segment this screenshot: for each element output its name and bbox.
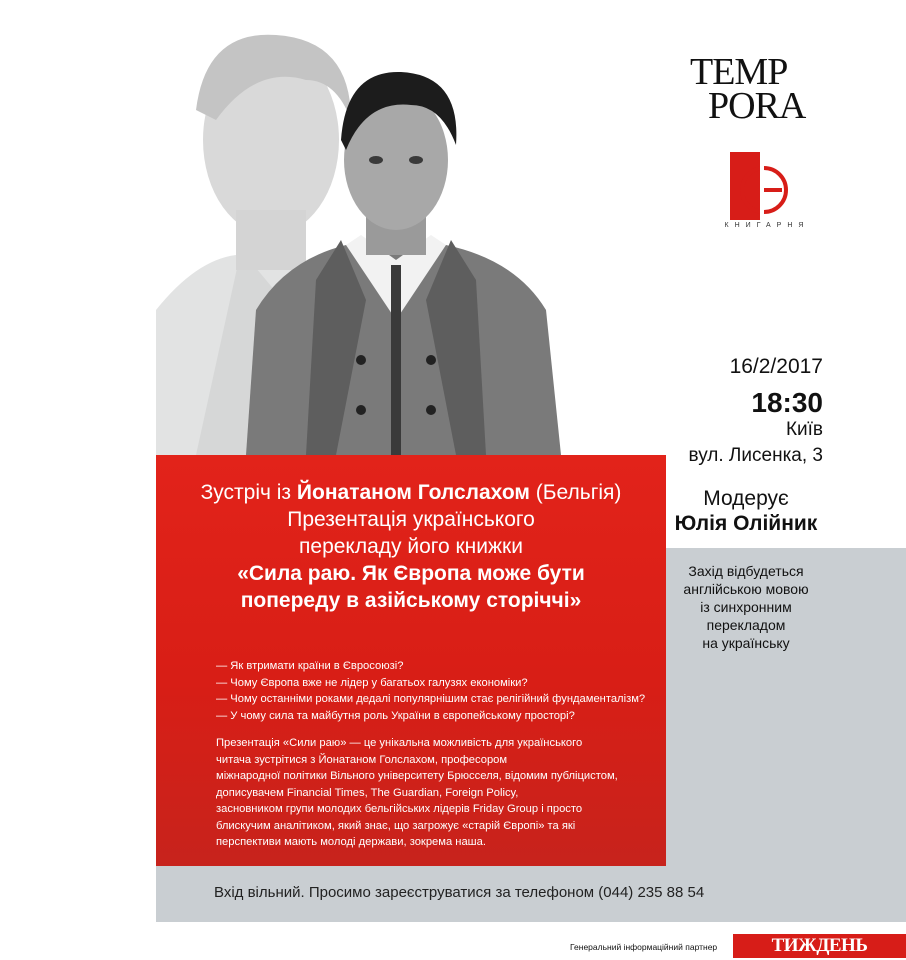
description-line: засновником групи молодих бельгійських лідерів Friday Group і просто	[216, 803, 583, 815]
question-item: — Чому Європа вже не лідер у багатьох галузях економіки?	[216, 676, 528, 689]
language-note	[666, 562, 826, 652]
language-note-line: із синхронним	[700, 599, 792, 615]
language-note-line: перекладом	[706, 617, 786, 633]
author-portrait	[216, 60, 576, 455]
description-line: перспективи мають молоді держави, зокрема наша.	[216, 836, 486, 848]
partner-label: Генеральний інформаційний партнер	[570, 942, 718, 952]
book-title-line2: попереду в азійському сторіччі»	[240, 589, 582, 612]
language-note-line: англійською мовою	[683, 581, 809, 597]
tyzhden-logo: ТИЖДЕНЬ	[733, 934, 906, 958]
headline-line3: перекладу його книжки	[299, 535, 523, 558]
question-item: — Чому останніми роками дедалі популярнішим стає релігійний фундаменталізм?	[216, 693, 646, 705]
description-line: дописувачем Financial Times, The Guardian, Foreign Policy,	[216, 786, 519, 799]
book-title-line1: «Сила раю. Як Європа може бути	[237, 562, 585, 585]
headline-line2: Презентація українського	[287, 508, 535, 531]
event-announcement-panel	[156, 455, 666, 866]
questions-list	[216, 658, 656, 724]
event-address: вул. Лисенка, 3	[688, 445, 823, 466]
author-name: Йонатаном Голслахом	[296, 481, 530, 504]
description-line: блискучим аналітиком, який знає, що загрожує «старій Європі» та які	[216, 819, 576, 832]
tempora-logo	[690, 51, 815, 127]
description-line: Презентація «Сили раю» — це унікальна можливість для українського	[216, 737, 583, 749]
headline-prefix: Зустріч із	[200, 481, 297, 504]
moderator-label: Модерує	[703, 487, 789, 510]
description-line: міжнародної політики Вільного університету Брюсселя, відомим публіцистом,	[216, 770, 618, 782]
description	[216, 735, 646, 851]
author-photo	[156, 0, 666, 455]
language-note-line: Захід відбудеться	[688, 563, 804, 579]
event-time: 18:30	[751, 387, 823, 418]
tempora-logo-line1: TEMP	[690, 51, 788, 93]
entry-registration-text: Вхід вільний. Просимо зареєструватися за телефоном (044) 235 88 54	[214, 884, 705, 901]
question-item: — У чому сила та майбутня роль України в європейському просторі?	[216, 709, 575, 722]
headline-line1	[156, 479, 666, 506]
event-date: 16/2/2017	[729, 355, 823, 378]
ye-logo-subtitle: КНИГАРНЯ	[724, 222, 810, 229]
moderator-name: Юлія Олійник	[674, 512, 818, 535]
headline	[156, 479, 666, 614]
tempora-logo-line2: PORA	[708, 85, 806, 127]
headline-country: (Бельгія)	[529, 481, 622, 504]
event-city: Київ	[785, 419, 823, 440]
language-note-line: на українську	[702, 635, 790, 651]
description-line: читача зустрітися з Йонатаном Голслахом, професором	[216, 753, 508, 766]
question-item: — Як втримати країни в Євросоюзі?	[216, 660, 404, 672]
